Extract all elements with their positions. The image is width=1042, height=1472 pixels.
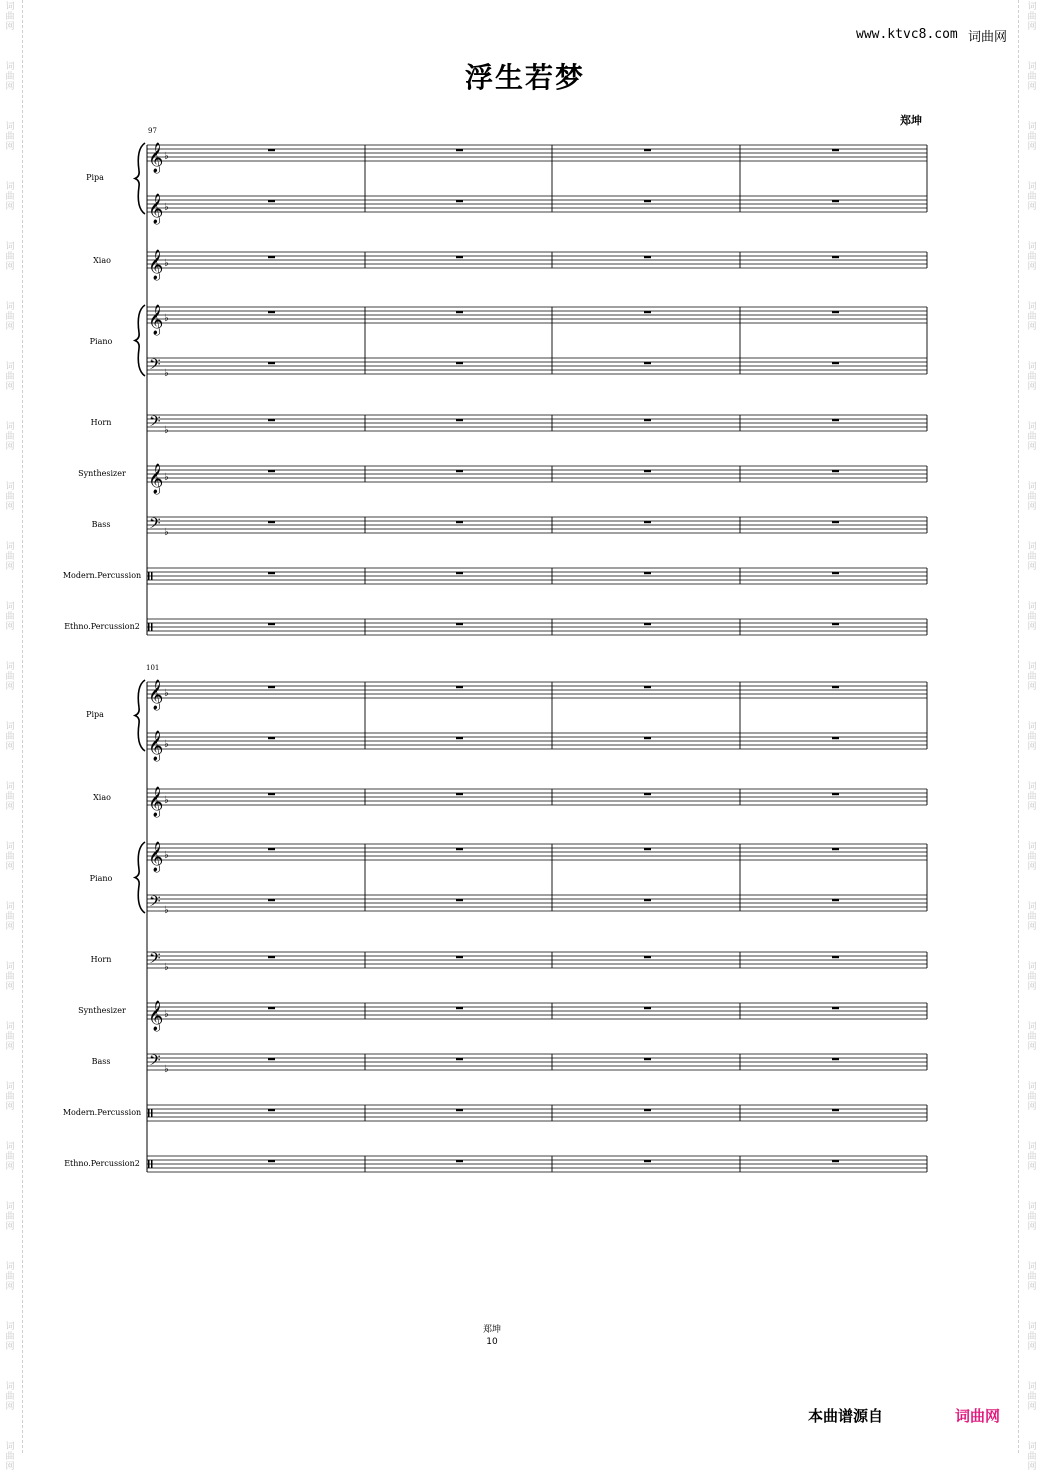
instrument-label: Bass: [91, 520, 111, 529]
source-label: 本曲谱源自: [808, 1407, 884, 1425]
whole-rest: [832, 1058, 839, 1060]
bass-clef: 𝄢: [149, 356, 161, 377]
bass-clef: 𝄢: [149, 515, 161, 536]
page-number: 10: [486, 1337, 498, 1347]
whole-rest: [832, 686, 839, 688]
flat-key-signature: ♭: [164, 1009, 169, 1020]
whole-rest: [644, 1007, 651, 1009]
instrument-label: Ethno.Percussion2: [64, 1159, 140, 1168]
watermark-text: 词 曲 网: [5, 2, 15, 32]
whole-rest: [456, 793, 463, 795]
whole-rest: [832, 200, 839, 202]
watermark-text: 词 曲 网: [1027, 1082, 1037, 1112]
watermark-text: 词 曲 网: [1027, 602, 1037, 632]
instrument-label: Xiao: [93, 793, 111, 802]
instrument-label: Horn: [90, 955, 112, 964]
whole-rest: [268, 362, 275, 364]
flat-key-signature: ♭: [164, 425, 169, 436]
whole-rest: [456, 848, 463, 850]
watermark-text: 词 曲 网: [1027, 1442, 1037, 1472]
watermark-text: 词 曲 网: [1027, 1322, 1037, 1352]
watermark-text: 词 曲 网: [1027, 302, 1037, 332]
whole-rest: [644, 256, 651, 258]
watermark-text: 词 曲 网: [5, 1262, 15, 1292]
watermark-text: 词 曲 网: [1027, 1382, 1037, 1412]
flat-key-signature: ♭: [164, 962, 169, 973]
flat-key-signature: ♭: [164, 258, 169, 269]
whole-rest: [832, 623, 839, 625]
instrument-label: Synthesizer: [78, 469, 126, 478]
watermark-text: 词 曲 网: [1027, 182, 1037, 212]
whole-rest: [456, 1160, 463, 1162]
watermark-text: 词 曲 网: [1027, 422, 1037, 452]
whole-rest: [456, 470, 463, 472]
whole-rest: [644, 1058, 651, 1060]
whole-rest: [832, 311, 839, 313]
flat-key-signature: ♭: [164, 472, 169, 483]
whole-rest: [456, 686, 463, 688]
whole-rest: [268, 1007, 275, 1009]
whole-rest: [644, 149, 651, 151]
whole-rest: [268, 737, 275, 739]
watermark-text: 词 曲 网: [1027, 962, 1037, 992]
whole-rest: [644, 956, 651, 958]
flat-key-signature: ♭: [164, 1064, 169, 1075]
treble-clef: 𝄞: [148, 194, 164, 224]
whole-rest: [456, 200, 463, 202]
instrument-label: Ethno.Percussion2: [64, 622, 140, 631]
whole-rest: [268, 470, 275, 472]
whole-rest: [832, 899, 839, 901]
whole-rest: [268, 311, 275, 313]
instrument-label: Modern.Percussion: [62, 1108, 142, 1117]
watermark-text: 词 曲 网: [1027, 782, 1037, 812]
site-name[interactable]: 词曲网: [968, 30, 1008, 45]
whole-rest: [832, 256, 839, 258]
treble-clef: 𝄞: [148, 787, 164, 817]
source-site-link[interactable]: 词曲网: [955, 1407, 1001, 1425]
whole-rest: [832, 521, 839, 523]
whole-rest: [268, 419, 275, 421]
watermark-text: 词 曲 网: [5, 1202, 15, 1232]
bass-clef: 𝄢: [149, 893, 161, 914]
whole-rest: [456, 623, 463, 625]
watermark-text: 词 曲 网: [1027, 722, 1037, 752]
whole-rest: [456, 737, 463, 739]
treble-clef: 𝄞: [148, 842, 164, 872]
watermark-text: 词 曲 网: [5, 242, 15, 272]
watermark-text: 词 曲 网: [5, 962, 15, 992]
treble-clef: 𝄞: [148, 1001, 164, 1031]
whole-rest: [268, 1160, 275, 1162]
instrument-label: Pipa: [86, 173, 104, 182]
bass-clef: 𝄢: [149, 413, 161, 434]
whole-rest: [644, 737, 651, 739]
whole-rest: [456, 956, 463, 958]
page-title: 浮生若梦: [464, 61, 585, 94]
whole-rest: [644, 362, 651, 364]
site-url[interactable]: www.ktvc8.com: [856, 27, 958, 42]
whole-rest: [644, 1109, 651, 1111]
instrument-label: Piano: [89, 337, 113, 346]
watermark-text: 词 曲 网: [5, 1322, 15, 1352]
watermark-text: 词 曲 网: [1027, 2, 1037, 32]
instrument-label: Xiao: [93, 256, 111, 265]
watermark-text: 词 曲 网: [1027, 122, 1037, 152]
whole-rest: [456, 521, 463, 523]
instrument-label: Horn: [90, 418, 112, 427]
whole-rest: [268, 848, 275, 850]
flat-key-signature: ♭: [164, 850, 169, 861]
bass-clef: 𝄢: [149, 1052, 161, 1073]
whole-rest: [268, 686, 275, 688]
whole-rest: [832, 737, 839, 739]
flat-key-signature: ♭: [164, 905, 169, 916]
watermark-text: 词 曲 网: [5, 902, 15, 932]
flat-key-signature: ♭: [164, 795, 169, 806]
whole-rest: [644, 311, 651, 313]
measure-number: 97: [148, 127, 157, 135]
flat-key-signature: ♭: [164, 202, 169, 213]
watermark-text: 词 曲 网: [1027, 1202, 1037, 1232]
whole-rest: [268, 1058, 275, 1060]
watermark-text: 词 曲 网: [1027, 482, 1037, 512]
whole-rest: [456, 419, 463, 421]
whole-rest: [644, 899, 651, 901]
treble-clef: 𝄞: [148, 731, 164, 761]
whole-rest: [268, 572, 275, 574]
watermark-text: 词 曲 网: [5, 542, 15, 572]
composer: 郑坤: [900, 114, 922, 127]
instrument-label: Piano: [89, 874, 113, 883]
whole-rest: [268, 256, 275, 258]
whole-rest: [456, 311, 463, 313]
whole-rest: [832, 470, 839, 472]
whole-rest: [644, 470, 651, 472]
whole-rest: [832, 572, 839, 574]
watermark-text: 词 曲 网: [5, 842, 15, 872]
flat-key-signature: ♭: [164, 739, 169, 750]
instrument-label: Synthesizer: [78, 1006, 126, 1015]
whole-rest: [644, 848, 651, 850]
whole-rest: [644, 572, 651, 574]
watermark-text: 词 曲 网: [5, 1022, 15, 1052]
watermark-text: 词 曲 网: [5, 662, 15, 692]
whole-rest: [456, 1109, 463, 1111]
watermark-text: 词 曲 网: [5, 1382, 15, 1412]
whole-rest: [268, 899, 275, 901]
watermark-text: 词 曲 网: [5, 1142, 15, 1172]
whole-rest: [268, 200, 275, 202]
whole-rest: [268, 521, 275, 523]
instrument-label: Bass: [91, 1057, 111, 1066]
watermark-text: 词 曲 网: [5, 422, 15, 452]
watermark-text: 词 曲 网: [1027, 662, 1037, 692]
whole-rest: [644, 521, 651, 523]
watermark-text: 词 曲 网: [5, 302, 15, 332]
whole-rest: [456, 1007, 463, 1009]
whole-rest: [644, 200, 651, 202]
watermark-text: 词 曲 网: [1027, 542, 1037, 572]
treble-clef: 𝄞: [148, 305, 164, 335]
watermark-text: 词 曲 网: [5, 722, 15, 752]
whole-rest: [268, 1109, 275, 1111]
whole-rest: [644, 419, 651, 421]
whole-rest: [268, 149, 275, 151]
watermark-text: 词 曲 网: [1027, 842, 1037, 872]
flat-key-signature: ♭: [164, 527, 169, 538]
whole-rest: [644, 623, 651, 625]
bass-clef: 𝄢: [149, 950, 161, 971]
whole-rest: [832, 1007, 839, 1009]
measure-number: 101: [146, 664, 160, 672]
watermark-text: 词 曲 网: [1027, 902, 1037, 932]
whole-rest: [456, 149, 463, 151]
flat-key-signature: ♭: [164, 151, 169, 162]
instrument-label: Modern.Percussion: [62, 571, 142, 580]
flat-key-signature: ♭: [164, 368, 169, 379]
whole-rest: [456, 362, 463, 364]
whole-rest: [832, 149, 839, 151]
watermark-text: 词 曲 网: [1027, 242, 1037, 272]
whole-rest: [832, 1160, 839, 1162]
treble-clef: 𝄞: [148, 464, 164, 494]
whole-rest: [456, 572, 463, 574]
whole-rest: [456, 899, 463, 901]
whole-rest: [268, 793, 275, 795]
whole-rest: [832, 956, 839, 958]
whole-rest: [456, 256, 463, 258]
whole-rest: [832, 793, 839, 795]
watermark-text: 词 曲 网: [1027, 362, 1037, 392]
whole-rest: [832, 1109, 839, 1111]
whole-rest: [832, 848, 839, 850]
watermark-text: 词 曲 网: [5, 782, 15, 812]
whole-rest: [268, 956, 275, 958]
treble-clef: 𝄞: [148, 143, 164, 173]
watermark-text: 词 曲 网: [5, 602, 15, 632]
treble-clef: 𝄞: [148, 680, 164, 710]
watermark-text: 词 曲 网: [5, 1082, 15, 1112]
watermark-text: 词 曲 网: [5, 182, 15, 212]
instrument-label: Pipa: [86, 710, 104, 719]
watermark-text: 词 曲 网: [5, 362, 15, 392]
whole-rest: [644, 1160, 651, 1162]
whole-rest: [456, 1058, 463, 1060]
whole-rest: [832, 419, 839, 421]
watermark-text: 词 曲 网: [5, 62, 15, 92]
watermark-text: 词 曲 网: [5, 1442, 15, 1472]
flat-key-signature: ♭: [164, 313, 169, 324]
watermark-text: 词 曲 网: [1027, 1262, 1037, 1292]
whole-rest: [832, 362, 839, 364]
watermark-text: 词 曲 网: [1027, 1142, 1037, 1172]
footer-caption: 郑坤: [482, 1325, 501, 1335]
watermark-text: 词 曲 网: [1027, 62, 1037, 92]
treble-clef: 𝄞: [148, 250, 164, 280]
whole-rest: [644, 793, 651, 795]
flat-key-signature: ♭: [164, 688, 169, 699]
whole-rest: [644, 686, 651, 688]
watermark-text: 词 曲 网: [1027, 1022, 1037, 1052]
whole-rest: [268, 623, 275, 625]
watermark-text: 词 曲 网: [5, 122, 15, 152]
watermark-text: 词 曲 网: [5, 482, 15, 512]
